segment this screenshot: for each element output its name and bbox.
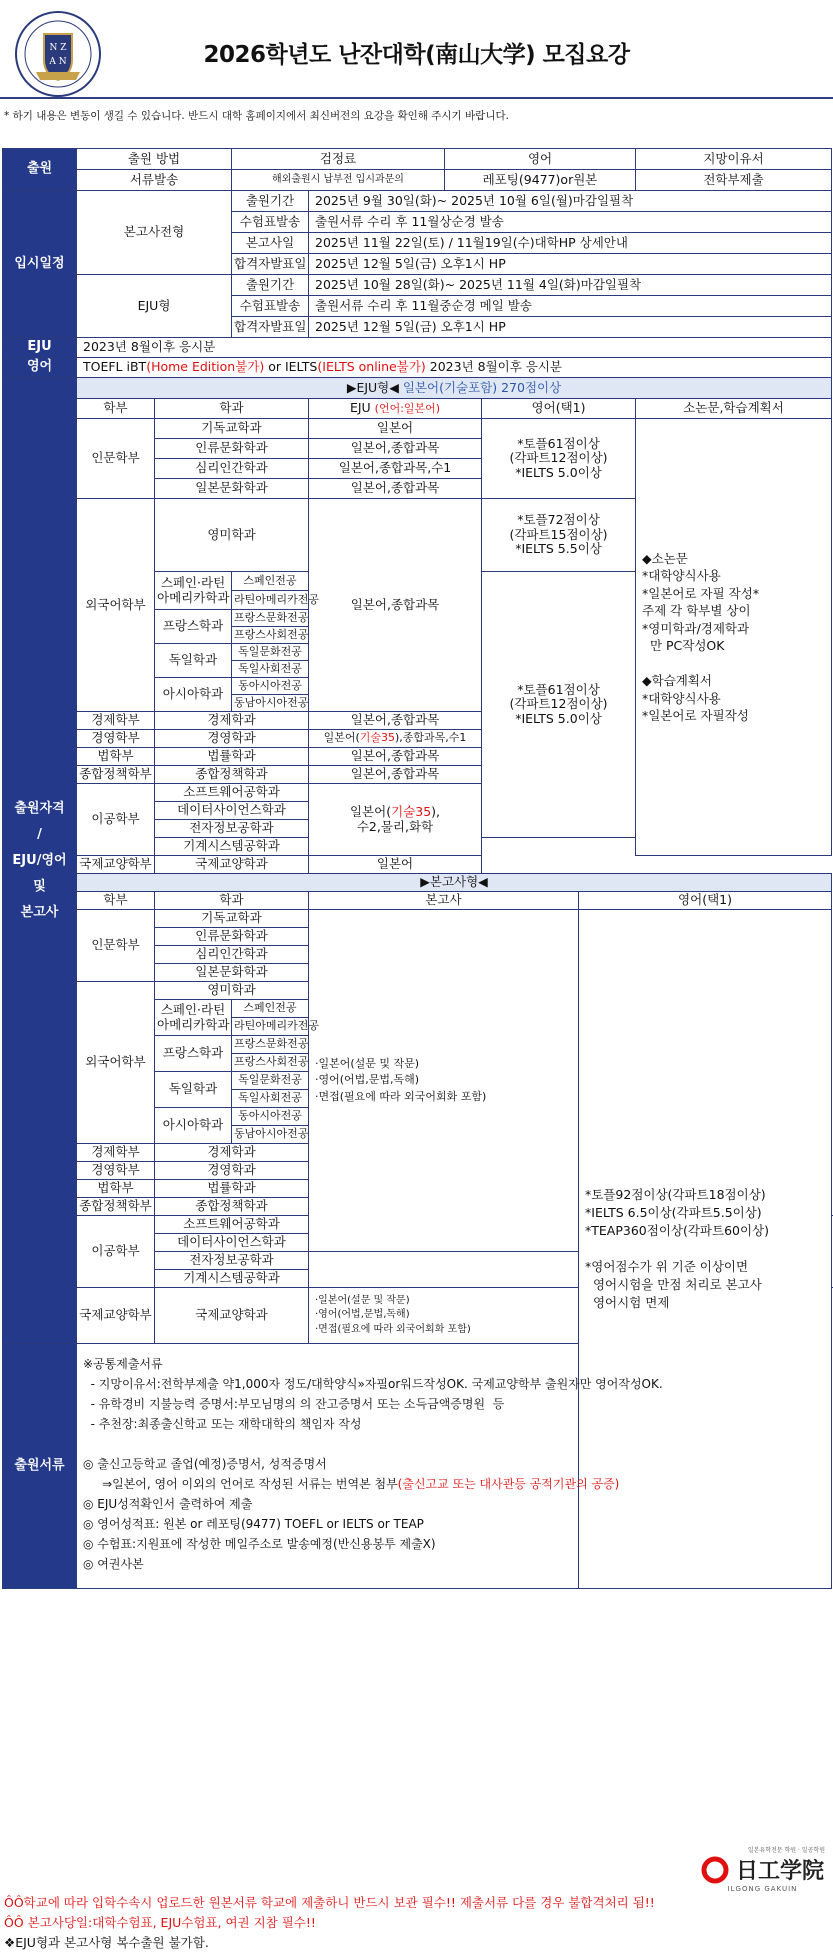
hon-eng-line: *토플92점이상(각파트18점이상) (585, 1186, 766, 1202)
quals-side-line: / (37, 826, 42, 842)
col-head-english: 영어(택1) (579, 892, 832, 910)
major-line: 스페인·라틴 (160, 1002, 226, 1018)
apply-fee-value: 해외출원시 납부전 입시과문의 (232, 170, 445, 191)
essay-line: 주제 각 학부별 상이 (642, 603, 751, 618)
eng-line: *IELTS 5.0이상 (515, 710, 602, 726)
notice-text: * 하기 내용은 변동이 생길 수 있습니다. 반드시 대학 홈페이지에서 최신버전의 요강을 확인해 주시기 바랍니다. (4, 110, 509, 122)
hon-type-title-row (3, 874, 832, 892)
eju-side: EJU (3, 338, 77, 358)
schedule-group-eju: EJU형 (77, 275, 232, 338)
eju-cell: 일본어 (309, 856, 482, 874)
minor-cell: 독일사회전공 (232, 1090, 309, 1108)
minor-cell: 프랑스문화전공 (232, 610, 309, 627)
table-row (3, 910, 832, 928)
hon-eng-line: 영어시험을 만점 처리로 본고사 (585, 1277, 762, 1293)
eju-cell: 일본어,종합과목 (309, 499, 482, 712)
eju-cell: 일본어,종합과목 (309, 766, 482, 784)
docs-line: - 유학경비 지불능력 증명서:부모님명의 의 잔고증명서 또는 소득금액증명원 등 (83, 1397, 505, 1411)
docs-row (3, 1344, 832, 1589)
eju-type-head-row (3, 399, 832, 419)
minor-cell: 독일사회전공 (232, 661, 309, 678)
dept-ho: 법학부 (77, 1180, 155, 1198)
major-cell: 프랑스학과 (155, 610, 232, 644)
docs-line: ⇒일본어, 영어 이외의 언어로 작성된 서류는 번역본 첨부 (83, 1477, 398, 1491)
english-side: 영어 (3, 358, 77, 378)
eju-part: 일본어( (349, 804, 392, 820)
major-cell: 일본문화학과 (155, 479, 309, 499)
eng-line: (각파트15점이상) (509, 526, 608, 542)
dept-keiei: 경영학부 (77, 730, 155, 748)
eju-type-title-row (3, 378, 832, 399)
major-line: 스페인·라틴 (160, 575, 226, 591)
schedule-row (3, 275, 832, 296)
minor-cell: 동남아시아전공 (232, 1126, 309, 1144)
eju-head-lang: (언어:일본어) (374, 402, 441, 416)
major-cell: 경영학과 (155, 730, 309, 748)
major-cell: 일본문화학과 (155, 964, 309, 982)
minor-cell: 프랑스사회전공 (232, 1054, 309, 1072)
english-toefl-note: (Home Edition불가) (146, 359, 265, 375)
col-head-major: 학과 (155, 892, 309, 910)
essay-line: ◆소논문 (642, 550, 688, 566)
minor-cell: 라틴아메리카전공 (232, 591, 309, 610)
english-text (77, 358, 832, 378)
schedule-value: 출원서류 수리 후 11월중순경 메일 발송 (309, 296, 832, 317)
apply-head-method: 출원 방법 (77, 149, 232, 170)
schedule-value: 2025년 9월 30일(화)~ 2025년 10월 6일(월)마감일필착 (309, 191, 832, 212)
major-cell: 데이터사이언스학과 (155, 1234, 309, 1252)
minor-cell: 독일문화전공 (232, 644, 309, 661)
dept-gaikoku: 외국어학부 (77, 982, 155, 1144)
col-head-english: 영어(택1) (482, 399, 636, 419)
admission-table (2, 148, 832, 1589)
hon-exam-a (309, 910, 579, 1252)
hon-type-title: ▶본고사형◀ (77, 874, 832, 892)
hon-line: ·일본어(설문 및 작문) (315, 1056, 420, 1070)
major-cell: 국제교양학과 (155, 1288, 309, 1344)
eju-cell: 일본어,종합과목,수1 (309, 459, 482, 479)
essay-line: *일본어로 자필 작성* (642, 585, 760, 601)
eju-part-red: 기술35 (359, 731, 395, 745)
english-ielts-note: (IELTS online불가) (317, 359, 426, 375)
eju-type-label: ▶EJU형◀ (346, 379, 403, 395)
table-row (3, 856, 832, 874)
major-cell: 소프트웨어공학과 (155, 1216, 309, 1234)
minor-cell: 스페인전공 (232, 1000, 309, 1018)
col-head-honshiken: 본고사 (309, 892, 579, 910)
major-cell: 기계시스템공학과 (155, 1270, 309, 1288)
major-cell: 경영학과 (155, 1162, 309, 1180)
hon-eng-line: *영어점수가 위 기준 이상이면 (585, 1259, 749, 1275)
minor-cell: 프랑스문화전공 (232, 1036, 309, 1054)
eng-line: (각파트12점이상) (509, 696, 608, 712)
schedule-group-honshiken: 본고사전형 (77, 191, 232, 275)
col-head-major: 학과 (155, 399, 309, 419)
quals-side (3, 378, 77, 1344)
major-cell: 아시아학과 (155, 678, 232, 712)
docs-line: ◎ 수험표:지원표에 작성한 메일주소로 발송예정(반신용봉투 제출X) (83, 1537, 436, 1551)
dept-keiei: 경영학부 (77, 1162, 155, 1180)
dept-riko: 이공학부 (77, 1216, 155, 1288)
dept-sogo: 종합정책학부 (77, 766, 155, 784)
eng-line: *토플72점이상 (517, 512, 600, 528)
minor-cell: 동아시아전공 (232, 678, 309, 695)
eju-head-label: EJU (349, 400, 371, 416)
schedule-label: 출원기간 (232, 191, 309, 212)
dept-jinbun: 인문학부 (77, 910, 155, 982)
hon-eng-line: *TEAP360점이상(각파트60이상) (585, 1222, 770, 1238)
docs-line: ◎ 여권사본 (83, 1557, 144, 1571)
major-cell: 종합정책학과 (155, 1198, 309, 1216)
apply-head-reason: 지망이유서 (636, 149, 832, 170)
footer-notes (4, 1893, 655, 1953)
dept-kokusai: 국제교양학부 (77, 1288, 155, 1344)
brand-small: 일본유학전문 학원 · 일공학원 (747, 1847, 825, 1854)
schedule-side: 입시일정 (3, 191, 77, 338)
eju-part: ), (431, 804, 441, 820)
english-row (3, 358, 832, 378)
ilgong-brand-logo (700, 1845, 825, 1893)
major-cell: 인류문화학과 (155, 439, 309, 459)
hon-eng-line: 영어시험 면제 (585, 1295, 670, 1311)
major-cell: 전자정보공학과 (155, 820, 309, 838)
hon-line: ·면접(필요에 따라 외국어회화 포함) (315, 1089, 487, 1103)
major-cell: 영미학과 (155, 982, 309, 1000)
major-line: 아메리카학과 (157, 1016, 230, 1032)
major-cell: 데이터사이언스학과 (155, 802, 309, 820)
major-cell: 기독교학과 (155, 419, 309, 439)
quals-side-line: EJU/영어 (12, 852, 67, 868)
brand-name: 日工学院 (736, 1859, 825, 1884)
hon-line: ·면접(필요에 따라 외국어회화 포함) (315, 1323, 471, 1335)
schedule-label: 수험표발송 (232, 296, 309, 317)
dept-ho: 법학부 (77, 748, 155, 766)
schedule-value: 2025년 12월 5일(금) 오후1시 HP (309, 254, 832, 275)
schedule-value: 2025년 10월 28일(화)~ 2025년 11월 4일(화)마감일필착 (309, 275, 832, 296)
essay-requirements (636, 419, 832, 856)
eju-part: ),종합과목,수1 (395, 731, 467, 745)
major-cell: 프랑스학과 (155, 1036, 232, 1072)
eju-cell (309, 730, 482, 748)
apply-head-row (3, 149, 832, 170)
schedule-label: 수험표발송 (232, 212, 309, 233)
dept-keizai: 경제학부 (77, 1144, 155, 1162)
schedule-value: 출원서류 수리 후 11월상순경 발송 (309, 212, 832, 233)
eju-cell: 일본어,종합과목 (309, 479, 482, 499)
major-cell (155, 572, 232, 610)
col-head-eju (309, 399, 482, 419)
dept-sogo: 종합정책학부 (77, 1198, 155, 1216)
eju-row (3, 338, 832, 358)
eju-cell: 일본어,종합과목 (309, 712, 482, 730)
english-toefl: TOEFL iBT (83, 359, 147, 375)
eju-cell (309, 784, 482, 856)
hon-type-head-row (3, 892, 832, 910)
eju-text: 2023년 8월이후 응시분 (77, 338, 832, 358)
essay-line: *대학양식사용 (642, 568, 721, 583)
dept-riko: 이공학부 (77, 784, 155, 856)
schedule-label: 출원기간 (232, 275, 309, 296)
major-cell: 소프트웨어공학과 (155, 784, 309, 802)
docs-line: ◎ EJU성적확인서 출력하여 제출 (83, 1497, 253, 1511)
hon-line: ·일본어(설문 및 작문) (315, 1294, 410, 1306)
english-ielts: or IELTS (264, 359, 318, 375)
eju-part: 수2,물리,화학 (356, 818, 434, 834)
apply-reason-value: 전학부제출 (636, 170, 832, 191)
table-row (3, 419, 832, 439)
brand-sub: ILGONG GAKUIN (727, 1885, 798, 1893)
schedule-label: 합격자발표일 (232, 254, 309, 275)
apply-side: 출원 (3, 149, 77, 191)
eju-type-requirement: 일본어(기술포함) 270점이상 (402, 379, 562, 395)
minor-cell: 독일문화전공 (232, 1072, 309, 1090)
major-cell: 법률학과 (155, 748, 309, 766)
dept-kokusai: 국제교양학부 (77, 856, 155, 874)
english-req-a (482, 419, 636, 499)
docs-line: - 추천장:최종출신학교 또는 재학대학의 책임자 작성 (83, 1417, 362, 1431)
apply-head-english: 영어 (445, 149, 636, 170)
docs-side: 출원서류 (3, 1344, 77, 1589)
svg-text:N Z: N Z (49, 43, 67, 53)
major-cell: 심리인간학과 (155, 459, 309, 479)
major-cell: 경제학과 (155, 1144, 309, 1162)
docs-line-red: (출신고교 또는 대사관등 공적기관의 공증) (397, 1477, 620, 1491)
quals-side-line: 및 (33, 878, 46, 894)
apply-english-value: 레포팅(9477)or원본 (445, 170, 636, 191)
footer-line-3: ❖EJU형과 본고사형 복수출원 불가함. (4, 1935, 209, 1950)
eju-type-title (77, 378, 832, 399)
schedule-label: 본고사일 (232, 233, 309, 254)
major-cell: 심리인간학과 (155, 946, 309, 964)
english-date: 2023년 8월이후 응시분 (425, 359, 562, 375)
schedule-row (3, 191, 832, 212)
eju-cell: 일본어 (309, 419, 482, 439)
apply-head-fee: 검정료 (232, 149, 445, 170)
schedule-label: 합격자발표일 (232, 317, 309, 338)
svg-text:A N: A N (49, 57, 67, 67)
essay-line: ◆학습계획서 (642, 673, 713, 688)
hon-exam-c (309, 1288, 579, 1344)
hon-eng-line: *IELTS 6.5이상(각파트5.5이상) (585, 1204, 762, 1220)
major-line: 아메리카학과 (157, 589, 230, 605)
major-cell (155, 1000, 232, 1036)
eng-line: *IELTS 5.0이상 (515, 464, 602, 480)
page-header (0, 0, 833, 122)
major-cell: 기독교학과 (155, 910, 309, 928)
eng-line: *토플61점이상 (517, 435, 600, 451)
english-req-b (482, 499, 636, 572)
eng-line: *IELTS 5.5이상 (515, 541, 602, 557)
hon-line: ·영어(어법,문법,독해) (315, 1073, 420, 1087)
main-table-wrapper (2, 148, 831, 1589)
essay-line: *영미학과/경제학과 (642, 620, 750, 636)
docs-line: - 지망이유서:전학부제출 약1,000자 정도/대학양식»자필or워드작성OK. 국제교양학부 출원자만 영어작성OK. (83, 1377, 663, 1391)
eng-line: *토플61점이상 (517, 681, 600, 697)
apply-value-row (3, 170, 832, 191)
major-cell: 전자정보공학과 (155, 1252, 309, 1270)
hon-line: ·영어(어법,문법,독해) (315, 1309, 410, 1321)
eju-cell: 일본어,종합과목 (309, 748, 482, 766)
essay-line: *일본어로 자필작성 (642, 708, 749, 723)
eju-part-red: 기술35 (391, 804, 432, 820)
page-title: 2026학년도 난잔대학(南山大学) 모집요강 (203, 42, 630, 68)
major-cell: 독일학과 (155, 644, 232, 678)
essay-line: *대학양식사용 (642, 690, 721, 706)
schedule-value: 2025년 12월 5일(금) 오후1시 HP (309, 317, 832, 338)
schedule-value: 2025년 11월 22일(토) / 11월19일(수)대학HP 상세안내 (309, 233, 832, 254)
footer-line-2: ÔÔ 본고사당일:대학수험표, EJU수험표, 여권 지참 필수!! (4, 1915, 316, 1930)
eng-line: (각파트12점이상) (509, 450, 608, 466)
dept-jinbun: 인문학부 (77, 419, 155, 499)
title-divider (0, 97, 833, 99)
english-req-c (482, 572, 636, 838)
major-cell: 종합정책학과 (155, 766, 309, 784)
major-cell: 경제학과 (155, 712, 309, 730)
docs-line: ◎ 출신고등학교 졸업(예정)증명서, 성적증명서 (83, 1457, 327, 1471)
eju-cell: 일본어,종합과목 (309, 439, 482, 459)
footer-line-1: ÔÔ학교에 따라 입학수속시 업로드한 원본서류 학교에 제출하니 반드시 보관 필수!! 제출서류 다를 경우 불합격처리 됨!! (4, 1895, 655, 1910)
major-cell: 인류문화학과 (155, 928, 309, 946)
col-head-essay: 소논문,학습계획서 (636, 399, 832, 419)
col-head-dept: 학부 (77, 892, 155, 910)
apply-method-value: 서류발송 (77, 170, 232, 191)
major-cell: 기계시스템공학과 (155, 838, 309, 856)
docs-line: ※공통제출서류 (83, 1357, 163, 1371)
minor-cell: 스페인전공 (232, 572, 309, 591)
col-head-dept: 학부 (77, 399, 155, 419)
dept-keizai: 경제학부 (77, 712, 155, 730)
minor-cell: 동아시아전공 (232, 1108, 309, 1126)
minor-cell: 라틴아메리카전공 (232, 1018, 309, 1036)
major-cell: 영미학과 (155, 499, 309, 572)
dept-gaikoku: 외국어학부 (77, 499, 155, 712)
eju-part: 일본어( (323, 731, 360, 745)
quals-side-line: 본고사 (20, 904, 59, 920)
major-cell: 아시아학과 (155, 1108, 232, 1144)
major-cell: 법률학과 (155, 1180, 309, 1198)
docs-content (77, 1344, 832, 1589)
minor-cell: 프랑스사회전공 (232, 627, 309, 644)
major-cell: 독일학과 (155, 1072, 232, 1108)
minor-cell: 동남아시아전공 (232, 695, 309, 712)
major-cell: 국제교양학과 (155, 856, 309, 874)
docs-line: ◎ 영어성적표: 원본 or 레포팅(9477) TOEFL or IELTS or TEAP (83, 1517, 424, 1531)
quals-side-line: 출원자격 (14, 800, 65, 816)
brand-circle-icon (700, 1855, 730, 1885)
essay-line: 만 PC작성OK (642, 638, 725, 653)
